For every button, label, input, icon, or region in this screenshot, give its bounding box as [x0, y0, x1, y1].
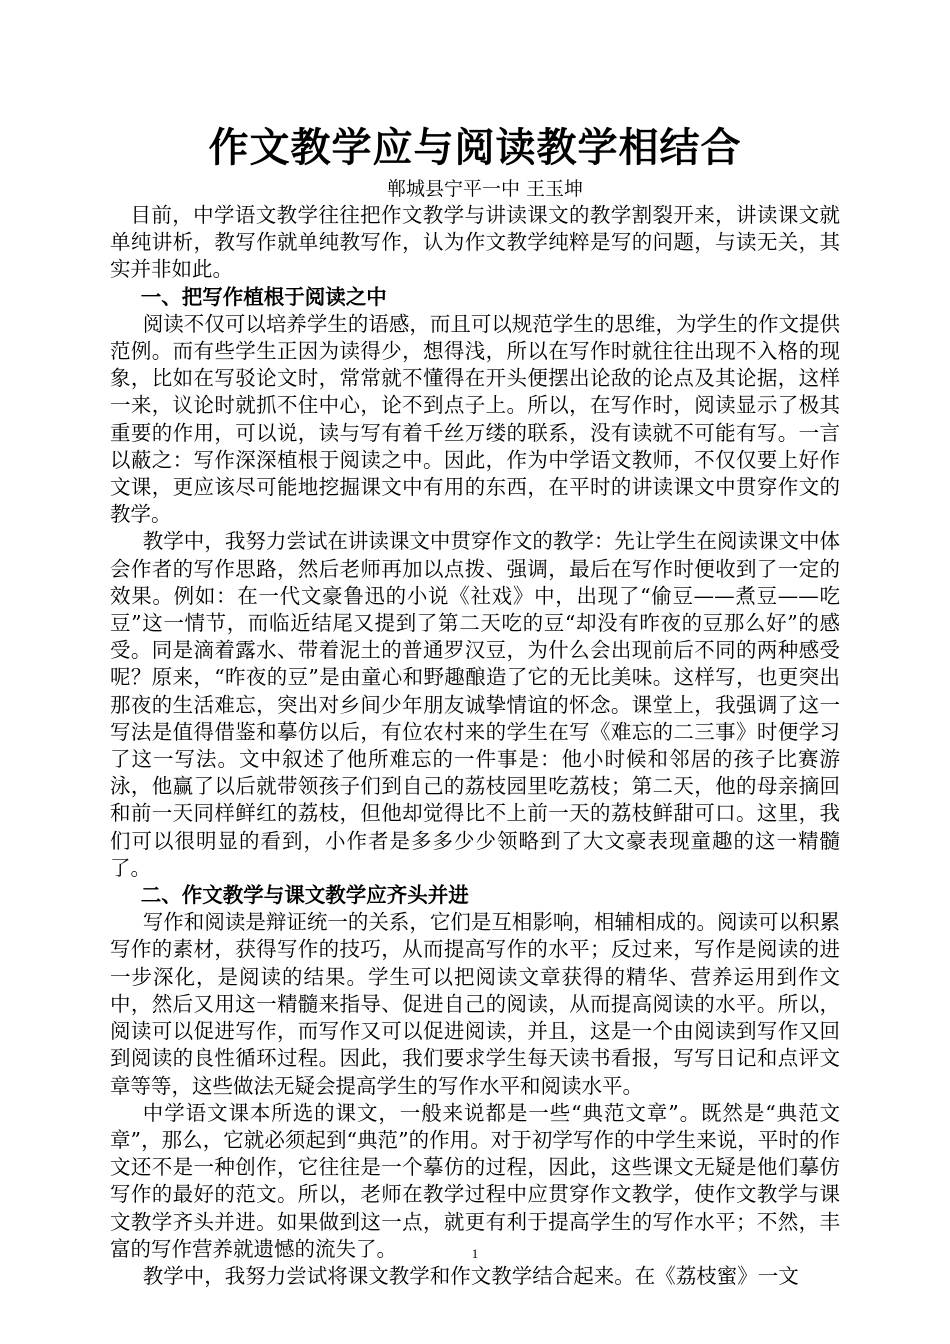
document-page — [110, 120, 840, 1290]
section-2-heading: 二、作文教学与课文教学应齐头并进 — [140, 883, 469, 908]
intro-paragraph: 目前，中学语文教学往往把作文教学与讲读课文的教学割裂开来，讲读课文就单纯讲析，教写作就单纯教写作，认为作文教学纯粹是写的问题，与读无关，其实并非如此。 — [110, 203, 840, 282]
section-2-paragraph-2: 中学语文课本所选的课文，一般来说都是一些“典范文章”。既然是“典范文章”，那么，它就必须起到“典范”的作用。对于初学写作的中学生来说，平时的作文还不是一种创作，它往往是一个摹仿的过程，因此，这些课文无疑是他们摹仿写作的最好的范文。所以，老师在教学过程中应贯穿作文教学，使作文教学与课文教学齐头并进。如果做到这一点，就更有利于提高学生的写作水平；不然，丰富的写作营养就遗憾的流失了。 — [110, 1100, 840, 1261]
page-number: 1 — [471, 1246, 479, 1261]
section-1-paragraph-2: 教学中，我努力尝试在讲读课文中贯穿作文的教学：先让学生在阅读课文中体会作者的写作思路，然后老师再加以点拨、强调，最后在写作时便收到了一定的效果。例如：在一代文豪鲁迅的小说《社戏》中，出现了“偷豆——煮豆——吃豆”这一情节，而临近结尾又提到了第二天吃的豆“却没有昨夜的豆那么好”的感受。同是滴着露水、带着泥土的普通罗汉豆，为什么会出现前后不同的两种感受呢？原来，“昨夜的豆”是由童心和野趣酿造了它的无比美味。这样写，也更突出那夜的生活难忘，突出对乡间少年朋友诚挚情谊的怀念。课堂上，我强调了这一写法是值得借鉴和摹仿以后，有位农村来的学生在写《难忘的二三事》时便学习了这一写法。文中叙述了他所难忘的一件事是：他小时候和邻居的孩子比赛游泳，他赢了以后就带领孩子们到自己的荔枝园里吃荔枝；第二天，他的母亲摘回和前一天同样鲜红的荔枝，但他却觉得比不上前一天的荔枝鲜甜可口。这里，我们可以很明显的看到，小作者是多多少少领略到了大文豪表现童趣的这一精髓了。 — [110, 529, 840, 880]
section-2-paragraph-3: 教学中，我努力尝试将课文教学和作文教学结合起来。在《荔枝蜜》一文 — [142, 1263, 799, 1288]
document-title: 作文教学应与阅读教学相结合 — [208, 124, 742, 171]
section-1-heading: 一、把写作植根于阅读之中 — [140, 284, 387, 309]
author-line: 郸城县宁平一中 王玉坤 — [386, 178, 584, 200]
section-1-paragraph-1: 阅读不仅可以培养学生的语感，而且可以规范学生的思维，为学生的作文提供范例。而有些学生正因为读得少，想得浅，所以在写作时就往往出现不入格的现象，比如在写驳论文时，常常就不懂得在开头便摆出论敌的论点及其论据，这样一来，议论时就抓不住中心，论不到点子上。所以，在写作时，阅读显示了极其重要的作用，可以说，读与写有着千丝万缕的联系，没有读就不可能有写。一言以蔽之：写作深深植根于阅读之中。因此，作为中学语文教师，不仅仅要上好作文课，更应该尽可能地挖掘课文中有用的东西，在平时的讲读课文中贯穿作文的教学。 — [110, 311, 840, 527]
section-2-paragraph-1: 写作和阅读是辩证统一的关系，它们是互相影响，相辅相成的。阅读可以积累写作的素材，获得写作的技巧，从而提高写作的水平；反过来，写作是阅读的进一步深化，是阅读的结果。学生可以把阅读文章获得的精华、营养运用到作文中，然后又用这一精髓来指导、促进自己的阅读，从而提高阅读的水平。所以，阅读可以促进写作，而写作又可以促进阅读，并且，这是一个由阅读到写作又回到阅读的良性循环过程。因此，我们要求学生每天读书看报，写写日记和点评文章等等，这些做法无疑会提高学生的写作水平和阅读水平。 — [110, 910, 840, 1098]
